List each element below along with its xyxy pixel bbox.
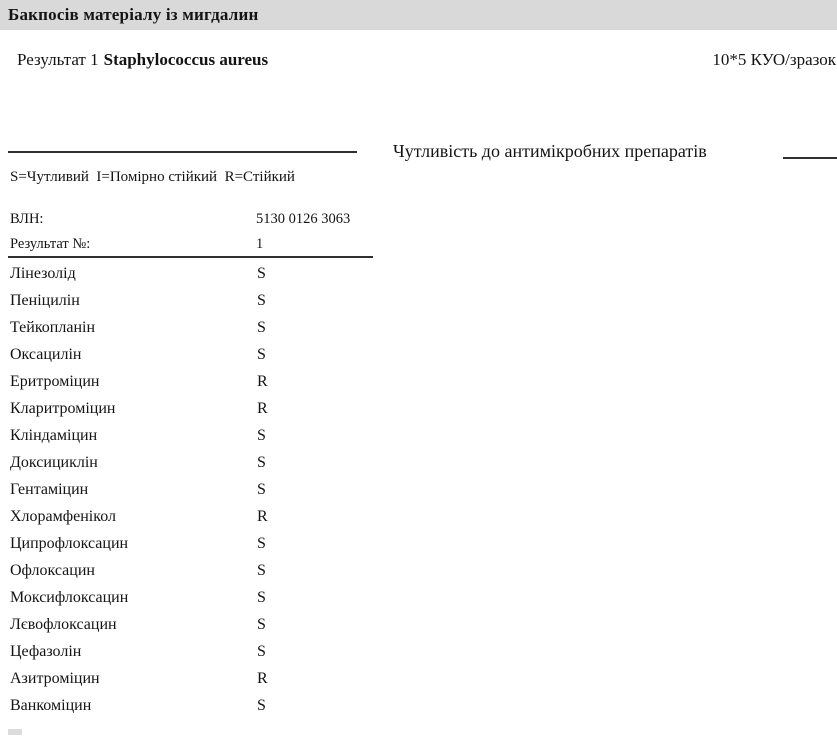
result-identification xyxy=(17,50,268,70)
drug-name: Оксацилін xyxy=(10,345,82,363)
table-top-rule xyxy=(8,256,373,258)
heading-rule-left xyxy=(8,151,357,153)
table-row xyxy=(10,584,297,611)
table-row xyxy=(10,341,297,368)
table-row xyxy=(10,638,297,665)
sensitivity-section-title: Чутливість до антимікробних препаратів xyxy=(393,141,707,161)
drug-name: Кларитроміцин xyxy=(10,399,116,417)
report-section-header xyxy=(0,0,837,30)
table-row xyxy=(10,449,297,476)
susceptibility-value: S xyxy=(257,588,266,606)
table-row xyxy=(10,557,297,584)
drug-name: Пеніцилін xyxy=(10,291,80,309)
field-value: 5130 0126 3063 xyxy=(256,211,351,227)
antibiotic-table xyxy=(10,260,297,719)
field-label: Результат №: xyxy=(10,236,91,252)
drug-name: Офлоксацин xyxy=(10,561,95,579)
susceptibility-value: S xyxy=(257,291,266,309)
result-summary-row xyxy=(17,50,836,70)
susceptibility-value: S xyxy=(257,534,266,552)
drug-name: Ципрофлоксацин xyxy=(10,534,129,552)
page-bottom-artifact xyxy=(8,729,22,735)
susceptibility-value: R xyxy=(257,507,268,525)
susceptibility-value: S xyxy=(257,318,266,336)
table-row xyxy=(10,611,297,638)
susceptibility-value: S xyxy=(257,426,266,444)
table-row xyxy=(10,314,297,341)
organism-quantity: 10*5 КУО/зразок xyxy=(712,50,836,69)
table-row xyxy=(10,395,297,422)
sensitivity-legend: S=Чутливий I=Помірно стійкий R=Стійкий xyxy=(10,169,295,185)
susceptibility-value: S xyxy=(257,480,266,498)
organism-name: Staphylococcus aureus xyxy=(103,50,269,69)
susceptibility-value: S xyxy=(257,642,266,660)
table-row xyxy=(10,476,297,503)
susceptibility-value: R xyxy=(257,399,268,417)
drug-name: Хлорамфенікол xyxy=(10,507,116,525)
drug-name: Кліндаміцин xyxy=(10,426,98,444)
table-row xyxy=(10,368,297,395)
drug-name: Моксифлоксацин xyxy=(10,588,129,606)
susceptibility-value: S xyxy=(257,561,266,579)
field-row xyxy=(10,232,350,257)
table-row xyxy=(10,287,297,314)
report-title: Бакпосів матеріалу із мигдалин xyxy=(8,5,259,24)
susceptibility-value: R xyxy=(257,372,268,390)
susceptibility-value: S xyxy=(257,453,266,471)
heading-rule-right xyxy=(783,157,837,159)
susceptibility-value: R xyxy=(257,669,268,687)
drug-name: Лінезолід xyxy=(10,264,76,282)
sensitivity-section-heading xyxy=(0,141,837,167)
field-value: 1 xyxy=(256,236,264,252)
drug-name: Еритроміцин xyxy=(10,372,100,390)
drug-name: Ванкоміцин xyxy=(10,696,92,714)
table-row xyxy=(10,692,297,719)
drug-name: Азитроміцин xyxy=(10,669,100,687)
drug-name: Тейкопланін xyxy=(10,318,96,336)
table-row xyxy=(10,422,297,449)
susceptibility-value: S xyxy=(257,615,266,633)
table-row xyxy=(10,665,297,692)
susceptibility-value: S xyxy=(257,264,266,282)
table-row xyxy=(10,260,297,287)
field-row xyxy=(10,207,350,232)
susceptibility-value: S xyxy=(257,345,266,363)
drug-name: Лєвофлоксацин xyxy=(10,615,117,633)
drug-name: Доксициклін xyxy=(10,453,98,471)
sensitivity-fields xyxy=(10,207,350,257)
drug-name: Цефазолін xyxy=(10,642,82,660)
drug-name: Гентаміцин xyxy=(10,480,89,498)
susceptibility-value: S xyxy=(257,696,266,714)
table-row xyxy=(10,530,297,557)
table-row xyxy=(10,503,297,530)
result-number-label: Результат 1 xyxy=(17,50,99,69)
field-label: ВЛН: xyxy=(10,211,44,227)
